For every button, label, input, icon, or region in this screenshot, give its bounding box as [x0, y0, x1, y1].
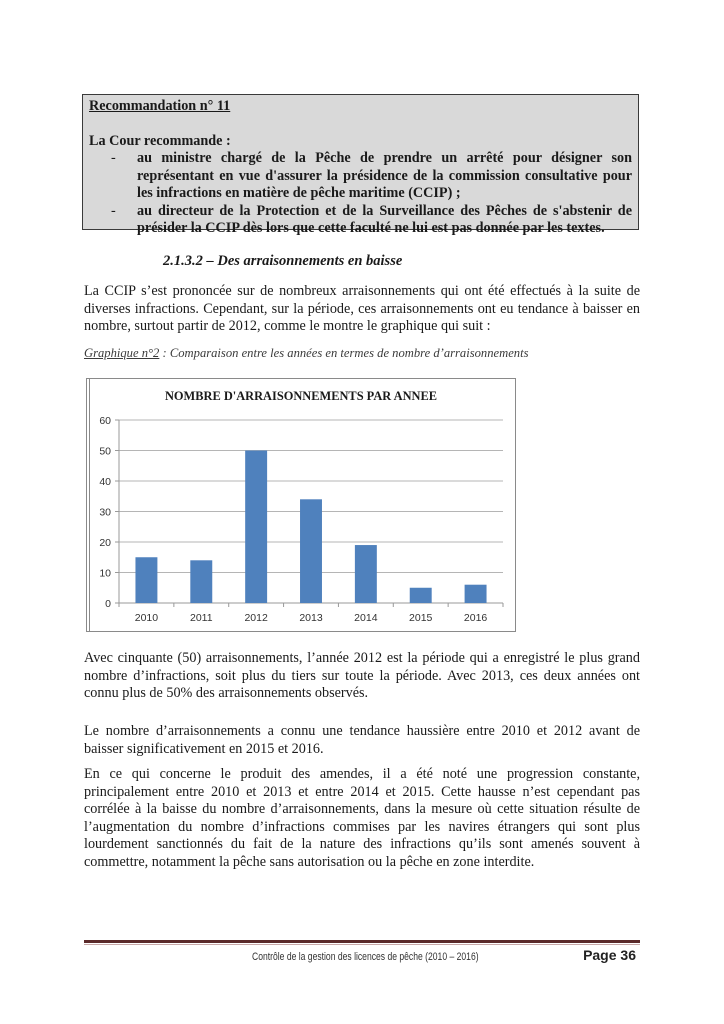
y-tick-label: 10	[99, 567, 111, 580]
footer-rule-thin	[84, 944, 640, 945]
chart-caption	[84, 346, 529, 361]
y-tick-label: 50	[99, 445, 111, 458]
x-tick-label: 2011	[189, 612, 213, 624]
paragraph-fines: En ce qui concerne le produit des amendes, il a été noté une progression constante, principalement entre 2010 et 2013 et entre 2014 et 2015. Cette hausse n’est cependant pas corrélée à la baisse du nombre d’arraisonnements, dans la mesure où cette situation résulte de l’augmentation du nombre d’infractions commises par les navires étrangers qui sont plus lourdement sanctionnés du fait de la nature des infractions qu’ils sont amenés souvent à commettre, notamment la pêche sans autorisation ou la pêche en zone interdite.	[84, 766, 640, 870]
paragraph-trend: Le nombre d’arraisonnements a connu une tendance haussière entre 2010 et 2012 avant de baisser significativement en 2015 et 2016.	[84, 723, 640, 757]
y-tick-label: 30	[99, 506, 111, 519]
y-tick-label: 40	[99, 476, 111, 488]
caption-label: Graphique n°2	[84, 346, 160, 360]
y-tick-label: 60	[99, 415, 111, 427]
recommendation-intro: La Cour recommande :	[89, 132, 231, 149]
chart-plot	[87, 379, 517, 633]
bar-2012	[245, 451, 267, 604]
recommendation-item-text: au ministre chargé de la Pêche de prendre un arrêté pour désigner son représentant en vue d'assurer la présidence de la commission consultative pour les infractions en matière de pêche maritime (CCIP) ;	[137, 150, 632, 201]
y-tick-label: 20	[99, 537, 111, 549]
y-tick-label: 0	[105, 598, 111, 610]
bar-chart	[86, 378, 516, 632]
recommendation-item	[89, 203, 632, 238]
x-tick-label: 2012	[244, 612, 268, 624]
recommendation-item-text: au directeur de la Protection et de la Surveillance des Pêches de s'abstenir de présider la CCIP dès lors que cette faculté ne lui est pas donnée par les textes.	[137, 202, 632, 236]
bar-2014	[355, 545, 377, 603]
recommendation-list	[89, 150, 632, 238]
footer-title: Contrôle de la gestion des licences de pêche (2010 – 2016)	[252, 951, 479, 963]
x-tick-label: 2014	[354, 612, 378, 624]
paragraph-analysis-2012: Avec cinquante (50) arraisonnements, l’année 2012 est la période qui a enregistré le plus grand nombre d’infractions, soit plus du tiers sur toute la période. Avec 2013, ces deux années ont connu plus de 50% des arraisonnements observés.	[84, 650, 640, 702]
caption-text: : Comparaison entre les années en termes de nombre d’arraisonnements	[159, 346, 529, 360]
paragraph-intro: La CCIP s’est prononcée sur de nombreux arraisonnements qui ont été effectués à la suite de diverses infractions. Cependant, sur la période, ces arraisonnements ont eu tendance à baisser en nombre, surtout partir de 2012, comme le montre le graphique qui suit :	[84, 283, 640, 335]
page-number: Page 36	[583, 947, 636, 963]
bar-2015	[410, 588, 432, 603]
x-tick-label: 2010	[134, 612, 159, 624]
bar-2010	[135, 557, 157, 603]
dash-bullet: -	[111, 150, 116, 166]
x-tick-label: 2013	[299, 612, 323, 624]
chart-title: NOMBRE D'ARRAISONNEMENTS PAR ANNEE	[164, 389, 438, 403]
footer-rule	[84, 940, 640, 943]
bar-2011	[190, 560, 212, 603]
bar-2016	[465, 585, 487, 603]
section-heading: 2.1.3.2 – Des arraisonnements en baisse	[163, 253, 403, 269]
x-tick-label: 2016	[463, 612, 488, 624]
recommendation-box	[82, 94, 639, 236]
dash-bullet: -	[111, 202, 116, 219]
x-tick-label: 2015	[409, 612, 433, 624]
recommendation-title: Recommandation n° 11	[89, 98, 231, 114]
recommendation-item	[89, 150, 632, 203]
bar-2013	[300, 499, 322, 603]
